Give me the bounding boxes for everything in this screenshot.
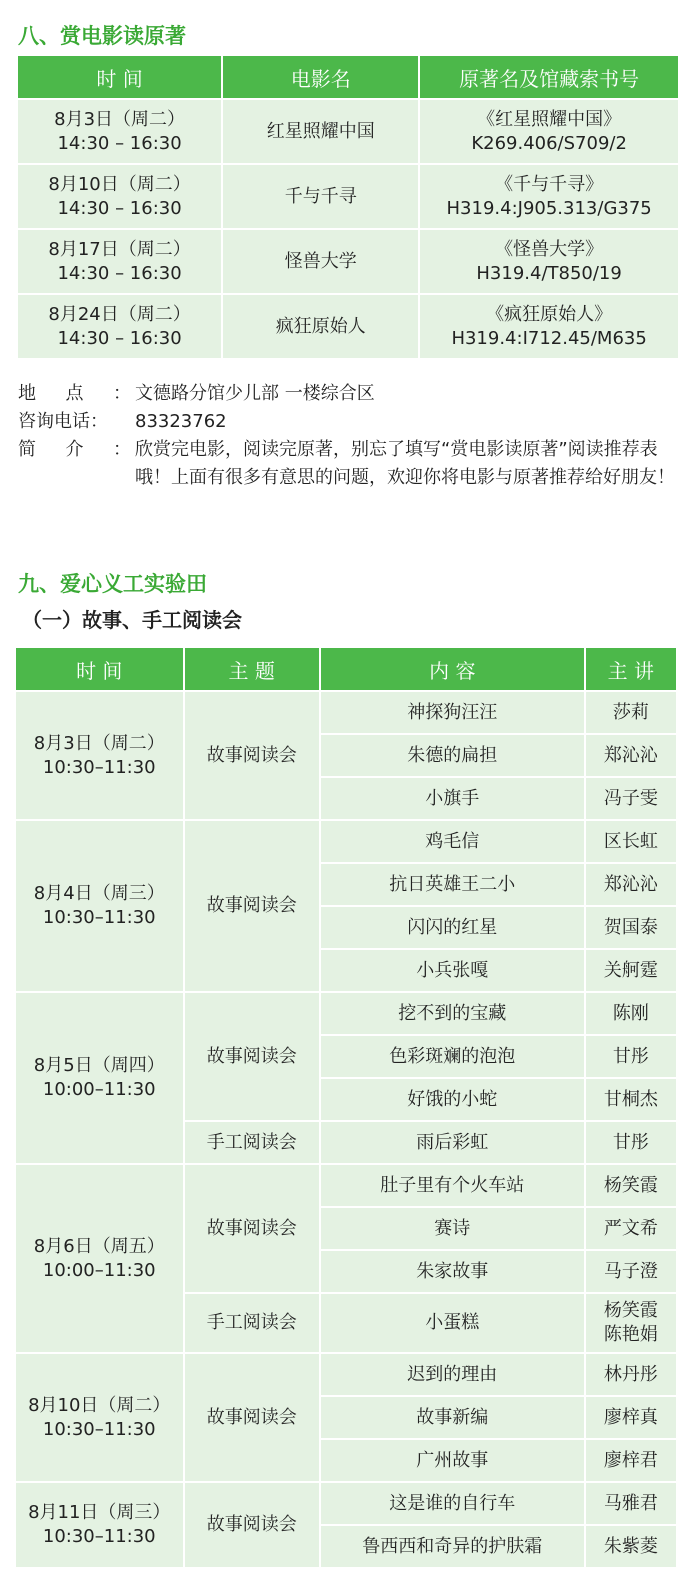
session-date: 8月10日（周二） xyxy=(28,1394,171,1416)
section9-title: 九、爱心义工实验田 xyxy=(18,572,207,596)
content-cell: 肚子里有个火车站 xyxy=(321,1165,584,1206)
column-header-book: 原著名及馆藏索书号 xyxy=(420,56,678,98)
session-time-cell xyxy=(18,165,221,228)
intro-row xyxy=(18,436,688,492)
session-date: 8月24日（周二） xyxy=(48,303,191,325)
column-header-time: 时 间 xyxy=(18,56,221,98)
speaker-cell: 贺国泰 xyxy=(586,907,676,948)
speaker-name: 陈艳娟 xyxy=(603,1324,658,1345)
speaker-name: 杨笑霞 xyxy=(603,1300,658,1321)
table-row xyxy=(18,295,678,358)
movie-title-cell: 怪兽大学 xyxy=(223,230,418,293)
session-date: 8月11日（周三） xyxy=(28,1502,171,1523)
speaker-cell: 冯子雯 xyxy=(586,778,676,819)
column-header-speaker: 主 讲 xyxy=(586,648,676,690)
speaker-cell: 林丹彤 xyxy=(586,1354,676,1395)
intro-label: 简介： xyxy=(18,439,131,460)
session-date: 8月17日（周二） xyxy=(48,238,191,260)
topic-cell: 故事阅读会 xyxy=(185,692,319,819)
book-cell xyxy=(420,230,678,293)
topic-cell: 故事阅读会 xyxy=(185,1165,319,1292)
session-date: 8月3日（周二） xyxy=(33,732,165,754)
book-title: 《红星照耀中国》 xyxy=(477,108,622,130)
topic-cell: 手工阅读会 xyxy=(185,1122,319,1163)
phone-value: 83323762 xyxy=(135,411,227,432)
content-cell: 鸡毛信 xyxy=(321,821,584,862)
column-header-movie: 电影名 xyxy=(223,56,418,98)
phone-label: 咨询电话： xyxy=(18,411,108,432)
speaker-cell: 莎莉 xyxy=(586,692,676,733)
session-hours: 10:00–11:30 xyxy=(42,1259,156,1281)
table-row xyxy=(16,821,676,862)
reading-session-table xyxy=(14,646,678,1569)
table-row xyxy=(18,165,678,228)
content-cell: 这是谁的自行车 xyxy=(321,1483,584,1524)
session-hours: 10:00–11:30 xyxy=(42,1079,156,1100)
session-time-cell xyxy=(16,993,183,1163)
content-cell: 朱家故事 xyxy=(321,1251,584,1292)
section8-title: 八、赏电影读原著 xyxy=(18,24,186,48)
location-value: 文德路分馆少儿部 一楼综合区 xyxy=(135,383,375,404)
content-cell: 闪闪的红星 xyxy=(321,907,584,948)
session-hours: 10:30–11:30 xyxy=(42,756,156,778)
topic-cell: 手工阅读会 xyxy=(185,1294,319,1352)
topic-cell: 故事阅读会 xyxy=(185,1354,319,1481)
speaker-cell: 廖梓君 xyxy=(586,1440,676,1481)
speaker-cell: 甘桐杰 xyxy=(586,1079,676,1120)
session-hours: 14:30 – 16:30 xyxy=(57,262,182,284)
table-row xyxy=(16,993,676,1034)
movie-table xyxy=(16,54,680,360)
session-date: 8月6日（周五） xyxy=(33,1235,165,1257)
speaker-cell: 朱紫菱 xyxy=(586,1526,676,1567)
table-row xyxy=(16,1354,676,1395)
session-time-cell xyxy=(16,821,183,991)
session-date: 8月3日（周二） xyxy=(54,108,186,130)
speaker-cell: 郑沁沁 xyxy=(586,735,676,776)
session-time-cell xyxy=(16,1165,183,1352)
session-time-cell xyxy=(18,230,221,293)
session-hours: 14:30 – 16:30 xyxy=(57,132,182,154)
content-cell: 神探狗汪汪 xyxy=(321,692,584,733)
content-cell: 抗日英雄王二小 xyxy=(321,864,584,905)
content-cell: 赛诗 xyxy=(321,1208,584,1249)
call-number: H319.4/T850/19 xyxy=(476,262,622,284)
session-hours: 14:30 – 16:30 xyxy=(57,197,182,219)
table-header-row xyxy=(16,648,676,690)
content-cell: 雨后彩虹 xyxy=(321,1122,584,1163)
table-row xyxy=(18,230,678,293)
speaker-cell: 杨笑霞 xyxy=(586,1165,676,1206)
column-header-time: 时 间 xyxy=(16,648,183,690)
speaker-cell: 马子澄 xyxy=(586,1251,676,1292)
topic-cell: 故事阅读会 xyxy=(185,821,319,991)
speaker-cell xyxy=(586,1294,676,1352)
session-time-cell xyxy=(16,692,183,819)
movie-title-cell: 千与千寻 xyxy=(223,165,418,228)
speaker-cell: 区长虹 xyxy=(586,821,676,862)
table-row xyxy=(16,1483,676,1524)
content-cell: 朱德的扁担 xyxy=(321,735,584,776)
topic-cell: 故事阅读会 xyxy=(185,1483,319,1567)
movie-title-cell: 疯狂原始人 xyxy=(223,295,418,358)
book-title: 《千与千寻》 xyxy=(495,173,604,195)
content-cell: 迟到的理由 xyxy=(321,1354,584,1395)
content-cell: 小旗手 xyxy=(321,778,584,819)
session-date: 8月10日（周二） xyxy=(48,173,191,195)
book-title: 《怪兽大学》 xyxy=(495,238,604,260)
section9-subtitle: （一）故事、手工阅读会 xyxy=(22,608,242,632)
phone-row xyxy=(18,408,688,436)
table-header-row xyxy=(18,56,678,98)
session-date: 8月5日（周四） xyxy=(33,1055,165,1076)
speaker-cell: 甘彤 xyxy=(586,1036,676,1077)
session-hours: 10:30–11:30 xyxy=(42,907,156,928)
call-number: H319.4:J905.313/G375 xyxy=(446,197,652,219)
speaker-cell: 严文希 xyxy=(586,1208,676,1249)
session-hours: 10:30–11:30 xyxy=(42,1418,156,1440)
location-row xyxy=(18,380,688,408)
book-cell xyxy=(420,295,678,358)
movie-title-cell: 红星照耀中国 xyxy=(223,100,418,163)
column-header-topic: 主 题 xyxy=(185,648,319,690)
session-hours: 14:30 – 16:30 xyxy=(57,327,182,349)
speaker-cell: 廖梓真 xyxy=(586,1397,676,1438)
table-row xyxy=(16,692,676,733)
column-header-content: 内 容 xyxy=(321,648,584,690)
speaker-cell: 甘彤 xyxy=(586,1122,676,1163)
session-time-cell xyxy=(18,100,221,163)
content-cell: 小蛋糕 xyxy=(321,1294,584,1352)
table-row xyxy=(16,1165,676,1206)
book-cell xyxy=(420,100,678,163)
session-time-cell xyxy=(18,295,221,358)
table-row xyxy=(18,100,678,163)
event-info xyxy=(18,380,688,492)
session-hours: 10:30–11:30 xyxy=(42,1526,156,1547)
content-cell: 色彩斑斓的泡泡 xyxy=(321,1036,584,1077)
speaker-cell: 马雅君 xyxy=(586,1483,676,1524)
book-cell xyxy=(420,165,678,228)
session-date: 8月4日（周三） xyxy=(33,883,165,904)
content-cell: 挖不到的宝藏 xyxy=(321,993,584,1034)
location-label: 地点： xyxy=(18,383,131,404)
content-cell: 鲁西西和奇异的护肤霜 xyxy=(321,1526,584,1567)
speaker-cell: 关舸霆 xyxy=(586,950,676,991)
speaker-cell: 陈刚 xyxy=(586,993,676,1034)
call-number: K269.406/S709/2 xyxy=(471,132,627,154)
intro-value: 欣赏完电影，阅读完原著，别忘了填写“赏电影读原著”阅读推荐表哦！上面有很多有意思的问题，欢迎你将电影与原著推荐给好朋友！ xyxy=(135,439,675,488)
content-cell: 小兵张嘎 xyxy=(321,950,584,991)
content-cell: 故事新编 xyxy=(321,1397,584,1438)
session-time-cell xyxy=(16,1483,183,1567)
content-cell: 广州故事 xyxy=(321,1440,584,1481)
content-cell: 好饿的小蛇 xyxy=(321,1079,584,1120)
call-number: H319.4:I712.45/M635 xyxy=(451,327,647,349)
session-time-cell xyxy=(16,1354,183,1481)
topic-cell: 故事阅读会 xyxy=(185,993,319,1120)
book-title: 《疯狂原始人》 xyxy=(486,303,613,325)
speaker-cell: 郑沁沁 xyxy=(586,864,676,905)
